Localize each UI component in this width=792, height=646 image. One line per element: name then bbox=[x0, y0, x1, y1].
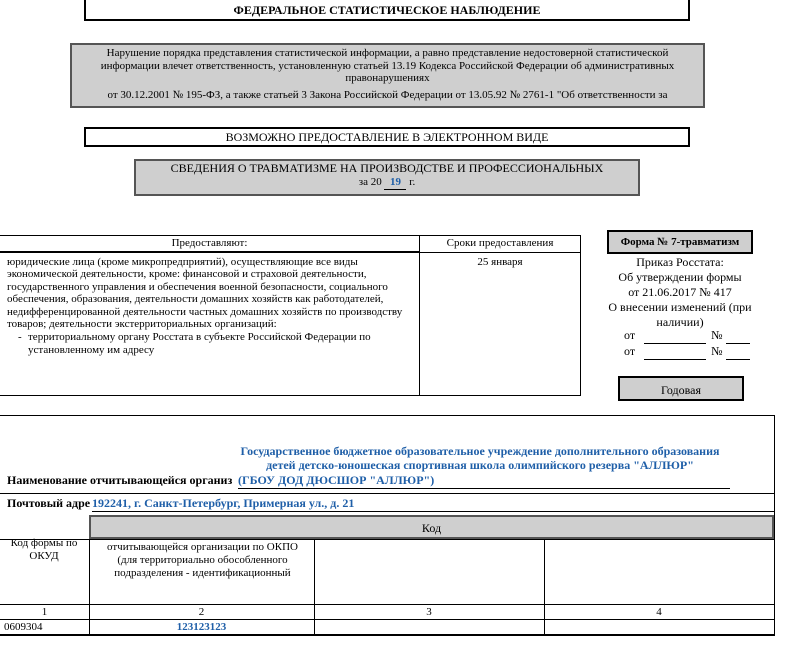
amendment-row-2 bbox=[624, 344, 754, 360]
report-year: 19 bbox=[384, 176, 406, 190]
submitters-header: Предоставляют: bbox=[171, 237, 248, 249]
warning-line-4: от 30.12.2001 № 195-ФЗ, а также статьей 3 Закона Российской Федерации от 13.05.92 № 2761-1 "Об ответственности за bbox=[107, 88, 668, 101]
report-title: СВЕДЕНИЯ О ТРАВМАТИЗМЕ НА ПРОИЗВОДСТВЕ И ПРОФЕССИОНАЛЬНЫХ bbox=[170, 161, 604, 175]
amendment-date-1[interactable] bbox=[644, 328, 706, 344]
approval-title: Об утверждении формы bbox=[618, 270, 742, 284]
report-year-line bbox=[136, 176, 638, 190]
warning-line-1: Нарушение порядка представления статистической информации, а равно представление недостоверной статистической bbox=[106, 47, 669, 59]
deadline-header: Сроки предоставления bbox=[446, 237, 554, 249]
organization-name bbox=[230, 444, 730, 472]
form-order-block bbox=[600, 255, 760, 330]
warning-line-3: правонарушениях bbox=[345, 72, 430, 84]
col-number-1: 1 bbox=[41, 606, 48, 618]
legal-warning-box bbox=[70, 43, 705, 108]
amendment-number-2[interactable] bbox=[726, 344, 750, 360]
okud-header: Код формы по ОКУД bbox=[10, 537, 78, 562]
bullet-dash: - bbox=[18, 331, 22, 343]
col-number-2: 2 bbox=[198, 606, 205, 618]
num-label-1: № bbox=[711, 328, 723, 342]
form-name-box: Форма № 7-травматизм bbox=[607, 230, 753, 254]
deadline-value: 25 января bbox=[477, 256, 523, 268]
warning-line-2: информации влечет ответственность, установленную статьей 13.19 Кодекса Российской Федерации об административных bbox=[100, 59, 675, 72]
from-label-1: от bbox=[624, 328, 636, 342]
report-title-box bbox=[134, 159, 640, 196]
organization-name-label: Наименование отчитывающейся организ bbox=[7, 473, 233, 487]
codes-header: Код bbox=[89, 515, 774, 539]
bullet-text: территориальному органу Росстата в субъекте Российской Федерации по установленному им адресу bbox=[28, 331, 371, 356]
col-number-4: 4 bbox=[656, 606, 662, 618]
form-header-title: ФЕДЕРАЛЬНОЕ СТАТИСТИЧЕСКОЕ НАБЛЮДЕНИЕ bbox=[84, 0, 690, 21]
approval-date: от 21.06.2017 № 417 bbox=[628, 285, 732, 299]
year-suffix: г. bbox=[409, 176, 416, 188]
submitters-bullet bbox=[18, 331, 413, 357]
postal-address: 192241, г. Санкт-Петербург, Примерная ул., д. 21 bbox=[92, 496, 355, 510]
submitters-text: юридические лица (кроме микропредприятий), осуществляющие все виды экономической деятельности, кроме: финансовой и страховой деятельности, государственного управления и обеспечения военной безопасности, социального обеспечения, образования, деятельности домашних хозяйств как работодателей, недифференцированной деятельности частных домашних хозяйств по производству товаров; деятельности экстерриториальных организаций: bbox=[7, 256, 403, 331]
from-label-2: от bbox=[624, 344, 636, 358]
amendment-date-2[interactable] bbox=[644, 344, 706, 360]
electronic-submission-box: ВОЗМОЖНО ПРЕДОСТАВЛЕНИЕ В ЭЛЕКТРОННОМ ВИДЕ bbox=[84, 127, 690, 147]
org-name-line-1: Государственное бюджетное образовательное учреждение дополнительного образования bbox=[240, 444, 720, 458]
postal-address-label: Почтовый адре bbox=[7, 496, 91, 510]
col-number-3: 3 bbox=[426, 606, 432, 618]
okpo-code: 123123123 bbox=[176, 621, 227, 633]
period-box: Годовая bbox=[618, 376, 744, 401]
year-prefix: за 20 bbox=[358, 176, 382, 188]
amendment-title: О внесении изменений (при наличии) bbox=[608, 300, 752, 329]
amendment-number-1[interactable] bbox=[726, 328, 750, 344]
okud-code: 0609304 bbox=[4, 621, 43, 633]
amendment-row-1 bbox=[624, 328, 754, 344]
num-label-2: № bbox=[711, 344, 723, 358]
org-name-line-2: детей детско-юношеская спортивная школа олимпийского резерва "АЛЛЮР" bbox=[266, 458, 694, 472]
order-title: Приказ Росстата: bbox=[636, 255, 724, 269]
okpo-header: отчитывающейся организации по ОКПО (для территориально обособленного подразделения - идентификационный bbox=[107, 541, 298, 579]
org-name-line-3: (ГБОУ ДОД ДЮСШОР "АЛЛЮР") bbox=[238, 473, 435, 487]
